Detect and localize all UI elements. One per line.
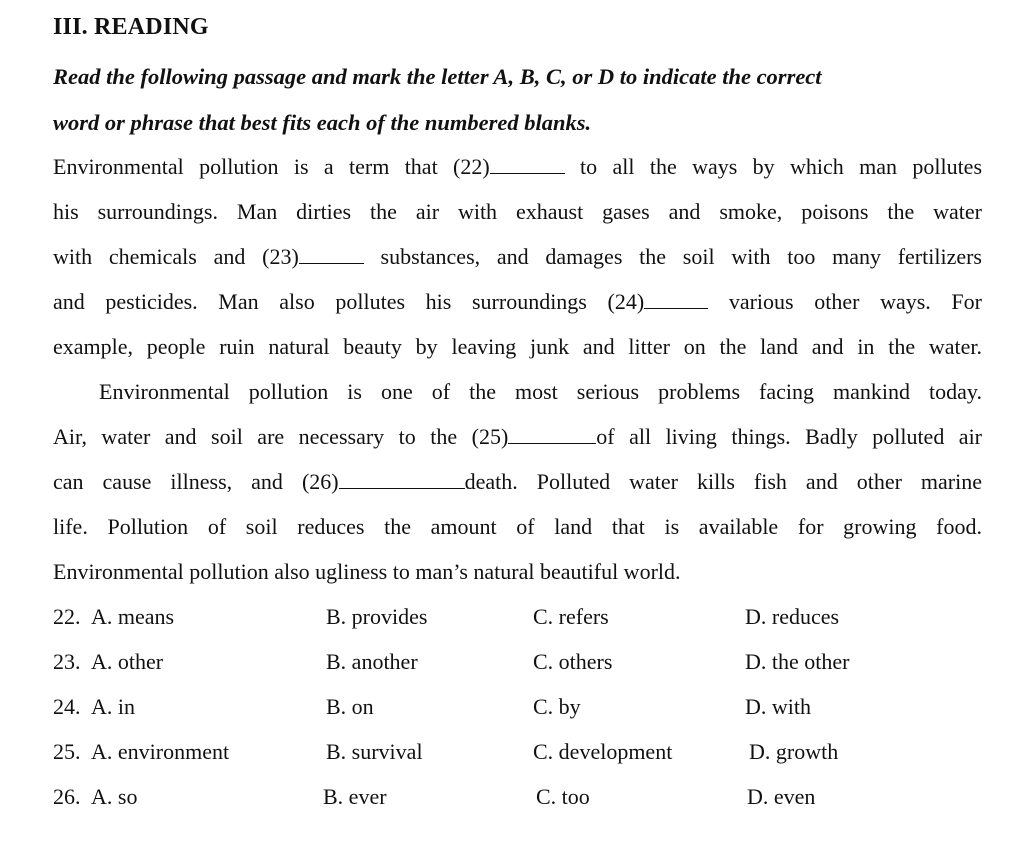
option-23-a[interactable]: A. other xyxy=(91,649,164,674)
option-26-a[interactable]: A. so xyxy=(91,784,138,809)
passage-text: various other ways. For xyxy=(708,289,982,314)
option-22-c[interactable]: C. refers xyxy=(533,604,609,629)
question-number: 22. xyxy=(53,604,81,629)
passage-line-2: his surroundings. Man dirties the air with exhaust gases and smoke, poisons the water xyxy=(53,199,982,224)
instruction-line-1: Read the following passage and mark the letter A, B, C, or D to indicate the correct xyxy=(53,64,822,89)
question-number: 24. xyxy=(53,694,81,719)
option-24-d[interactable]: D. with xyxy=(745,694,811,719)
option-22-b[interactable]: B. provides xyxy=(326,604,428,629)
option-25-a[interactable]: A. environment xyxy=(91,739,230,764)
question-number: 26. xyxy=(53,784,81,809)
option-24-c[interactable]: C. by xyxy=(533,694,581,719)
blank-26 xyxy=(339,468,465,489)
passage-text: death. Polluted water kills fish and other marine xyxy=(464,469,983,494)
option-26-d[interactable]: D. even xyxy=(747,784,816,809)
option-26-b[interactable]: B. ever xyxy=(323,784,387,809)
passage-line-1 xyxy=(53,152,982,182)
option-24-b[interactable]: B. on xyxy=(326,694,374,719)
option-22-a[interactable]: A. means xyxy=(91,604,175,629)
passage-line-8 xyxy=(53,467,982,497)
option-26-c[interactable]: C. too xyxy=(536,784,590,809)
question-number: 23. xyxy=(53,649,81,674)
instruction-line-2: word or phrase that best fits each of the numbered blanks. xyxy=(53,110,592,135)
option-25-d[interactable]: D. growth xyxy=(749,739,839,764)
passage-line-10: Environmental pollution also ugliness to man’s natural beautiful world. xyxy=(53,559,681,584)
passage-text: to all the ways by which man pollutes xyxy=(564,154,983,179)
passage-text: Air, water and soil are necessary to the (25) xyxy=(53,424,509,449)
passage-line-6: Environmental pollution is one of the most serious problems facing mankind today. xyxy=(99,379,982,404)
option-23-c[interactable]: C. others xyxy=(533,649,613,674)
blank-25 xyxy=(508,423,596,444)
blank-22 xyxy=(490,153,565,174)
question-number: 25. xyxy=(53,739,81,764)
passage-line-4 xyxy=(53,287,982,317)
blank-23 xyxy=(299,243,364,264)
passage-text: can cause illness, and (26) xyxy=(53,469,339,494)
passage-text: Environmental pollution is a term that (22) xyxy=(53,154,490,179)
passage-line-7 xyxy=(53,422,982,452)
passage-line-9: life. Pollution of soil reduces the amount of land that is available for growing food. xyxy=(53,514,982,539)
option-24-a[interactable]: A. in xyxy=(91,694,135,719)
blank-24 xyxy=(644,288,708,309)
option-25-b[interactable]: B. survival xyxy=(326,739,423,764)
option-23-b[interactable]: B. another xyxy=(326,649,418,674)
option-23-d[interactable]: D. the other xyxy=(745,649,850,674)
passage-line-5: example, people ruin natural beauty by leaving junk and litter on the land and in the water. xyxy=(53,334,982,359)
passage-text: substances, and damages the soil with too many fertilizers xyxy=(363,244,982,269)
option-22-d[interactable]: D. reduces xyxy=(745,604,840,629)
section-title: III. READING xyxy=(53,14,209,40)
passage-line-3 xyxy=(53,242,982,272)
passage-text: of all living things. Badly polluted air xyxy=(596,424,983,449)
option-25-c[interactable]: C. development xyxy=(533,739,673,764)
passage-text: and pesticides. Man also pollutes his surroundings (24) xyxy=(53,289,645,314)
passage-text: with chemicals and (23) xyxy=(53,244,299,269)
